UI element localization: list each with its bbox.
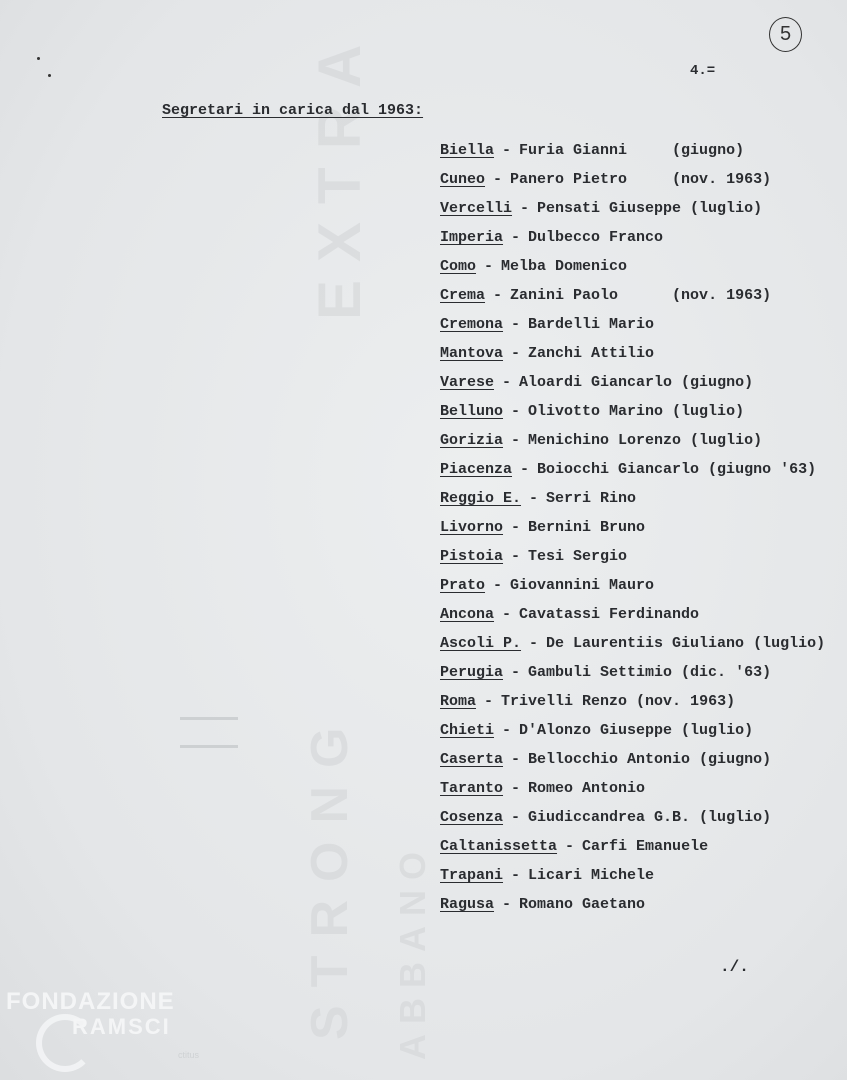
secretary-name: De Laurentiis Giuliano (luglio) xyxy=(546,635,826,652)
list-item xyxy=(440,316,840,345)
secretary-name: Bellocchio Antonio (giugno) xyxy=(528,751,772,768)
separator: - xyxy=(493,287,503,304)
separator: - xyxy=(565,838,575,855)
list-item xyxy=(440,606,840,635)
separator: - xyxy=(502,606,512,623)
secretary-name: Romeo Antonio xyxy=(528,780,646,797)
city-name: Crema xyxy=(440,287,486,304)
separator: - xyxy=(484,258,494,275)
watermark-extra: EXTRA xyxy=(306,26,373,320)
list-item xyxy=(440,896,840,925)
separator: - xyxy=(529,635,539,652)
separator: - xyxy=(511,867,521,884)
secretary-name: Zanchi Attilio xyxy=(528,345,655,362)
city-name: Como xyxy=(440,258,477,275)
secretary-name: Pensati Giuseppe (luglio) xyxy=(537,200,763,217)
secretary-name: Giudiccandrea G.B. (luglio) xyxy=(528,809,772,826)
secretary-name: Aloardi Giancarlo (giugno) xyxy=(519,374,754,391)
separator: - xyxy=(529,490,539,507)
list-item xyxy=(440,229,840,258)
watermark-stamp-lower: ABBANO xyxy=(392,842,433,1060)
city-name: Livorno xyxy=(440,519,504,536)
list-item xyxy=(440,403,840,432)
city-name: Prato xyxy=(440,577,486,594)
separator: - xyxy=(520,200,530,217)
city-name: Cuneo xyxy=(440,171,486,188)
separator: - xyxy=(493,171,503,188)
list-item xyxy=(440,142,840,171)
secretary-name: D'Alonzo Giuseppe (luglio) xyxy=(519,722,754,739)
list-item xyxy=(440,693,840,722)
secretary-name: Zanini Paolo (nov. 1963) xyxy=(510,287,772,304)
faint-mark xyxy=(180,717,238,720)
logo-g-mark xyxy=(36,1014,94,1072)
city-name: Piacenza xyxy=(440,461,513,478)
list-item xyxy=(440,751,840,780)
list-item xyxy=(440,635,840,664)
secretary-name: Tesi Sergio xyxy=(528,548,628,565)
secretary-name: Olivotto Marino (luglio) xyxy=(528,403,745,420)
city-name: Caltanissetta xyxy=(440,838,558,855)
city-name: Taranto xyxy=(440,780,504,797)
city-name: Roma xyxy=(440,693,477,710)
secretary-name: Dulbecco Franco xyxy=(528,229,664,246)
list-item xyxy=(440,722,840,751)
logo-line1: FONDAZIONE xyxy=(6,988,175,1015)
city-name: Chieti xyxy=(440,722,495,739)
separator: - xyxy=(502,896,512,913)
secretary-name: Melba Domenico xyxy=(501,258,628,275)
list-item xyxy=(440,374,840,403)
faint-mark xyxy=(180,745,238,748)
separator: - xyxy=(511,751,521,768)
separator: - xyxy=(502,142,512,159)
city-name: Pistoia xyxy=(440,548,504,565)
separator: - xyxy=(484,693,494,710)
city-name: Caserta xyxy=(440,751,504,768)
separator: - xyxy=(511,780,521,797)
secretary-name: Menichino Lorenzo (luglio) xyxy=(528,432,763,449)
list-item xyxy=(440,780,840,809)
separator: - xyxy=(511,664,521,681)
city-name: Ragusa xyxy=(440,896,495,913)
list-item xyxy=(440,548,840,577)
list-item xyxy=(440,577,840,606)
list-item xyxy=(440,461,840,490)
watermark-stamp: STRONG xyxy=(301,709,359,1040)
separator: - xyxy=(502,374,512,391)
city-name: Mantova xyxy=(440,345,504,362)
secretary-name: Bardelli Mario xyxy=(528,316,655,333)
secretary-name: Serri Rino xyxy=(546,490,637,507)
city-name: Belluno xyxy=(440,403,504,420)
logo-sub: ctitus xyxy=(178,1050,200,1060)
list-item xyxy=(440,345,840,374)
secretary-name: Gambuli Settimio (dic. '63) xyxy=(528,664,772,681)
city-name: Perugia xyxy=(440,664,504,681)
page-marker: 4.= xyxy=(690,63,716,79)
secretary-name: Cavatassi Ferdinando xyxy=(519,606,700,623)
separator: - xyxy=(511,229,521,246)
city-name: Ascoli P. xyxy=(440,635,522,652)
secretary-name: Furia Gianni (giugno) xyxy=(519,142,745,159)
separator: - xyxy=(520,461,530,478)
list-item xyxy=(440,490,840,519)
list-item xyxy=(440,287,840,316)
speck-mark xyxy=(48,74,51,77)
secretary-name: Giovannini Mauro xyxy=(510,577,655,594)
secretary-name: Bernini Bruno xyxy=(528,519,646,536)
city-name: Trapani xyxy=(440,867,504,884)
list-item xyxy=(440,171,840,200)
list-item xyxy=(440,867,840,896)
city-name: Varese xyxy=(440,374,495,391)
separator: - xyxy=(511,809,521,826)
secretary-name: Licari Michele xyxy=(528,867,655,884)
secretaries-list xyxy=(440,142,840,925)
separator: - xyxy=(493,577,503,594)
separator: - xyxy=(511,316,521,333)
fondazione-gramsci-logo xyxy=(6,988,200,1060)
list-item xyxy=(440,519,840,548)
circled-number-text: 5 xyxy=(779,23,792,45)
separator: - xyxy=(511,403,521,420)
city-name: Vercelli xyxy=(440,200,513,217)
page-heading: Segretari in carica dal 1963: xyxy=(162,102,424,119)
list-item xyxy=(440,200,840,229)
list-item xyxy=(440,432,840,461)
city-name: Imperia xyxy=(440,229,504,246)
city-name: Gorizia xyxy=(440,432,504,449)
separator: - xyxy=(511,519,521,536)
list-item xyxy=(440,809,840,838)
city-name: Biella xyxy=(440,142,495,159)
separator: - xyxy=(502,722,512,739)
list-item xyxy=(440,838,840,867)
city-name: Ancona xyxy=(440,606,495,623)
secretary-name: Panero Pietro (nov. 1963) xyxy=(510,171,772,188)
list-item xyxy=(440,258,840,287)
separator: - xyxy=(511,345,521,362)
secretary-name: Boiocchi Giancarlo (giugno '63) xyxy=(537,461,817,478)
city-name: Cremona xyxy=(440,316,504,333)
speck-mark xyxy=(37,57,40,60)
city-name: Reggio E. xyxy=(440,490,522,507)
circled-page-number xyxy=(769,17,802,52)
separator: - xyxy=(511,548,521,565)
secretary-name: Romano Gaetano xyxy=(519,896,646,913)
secretary-name: Carfi Emanuele xyxy=(582,838,709,855)
continuation-mark: ./. xyxy=(720,958,749,976)
separator: - xyxy=(511,432,521,449)
logo-line2-text: RAMSCI xyxy=(72,1014,171,1039)
list-item xyxy=(440,664,840,693)
secretary-name: Trivelli Renzo (nov. 1963) xyxy=(501,693,736,710)
city-name: Cosenza xyxy=(440,809,504,826)
